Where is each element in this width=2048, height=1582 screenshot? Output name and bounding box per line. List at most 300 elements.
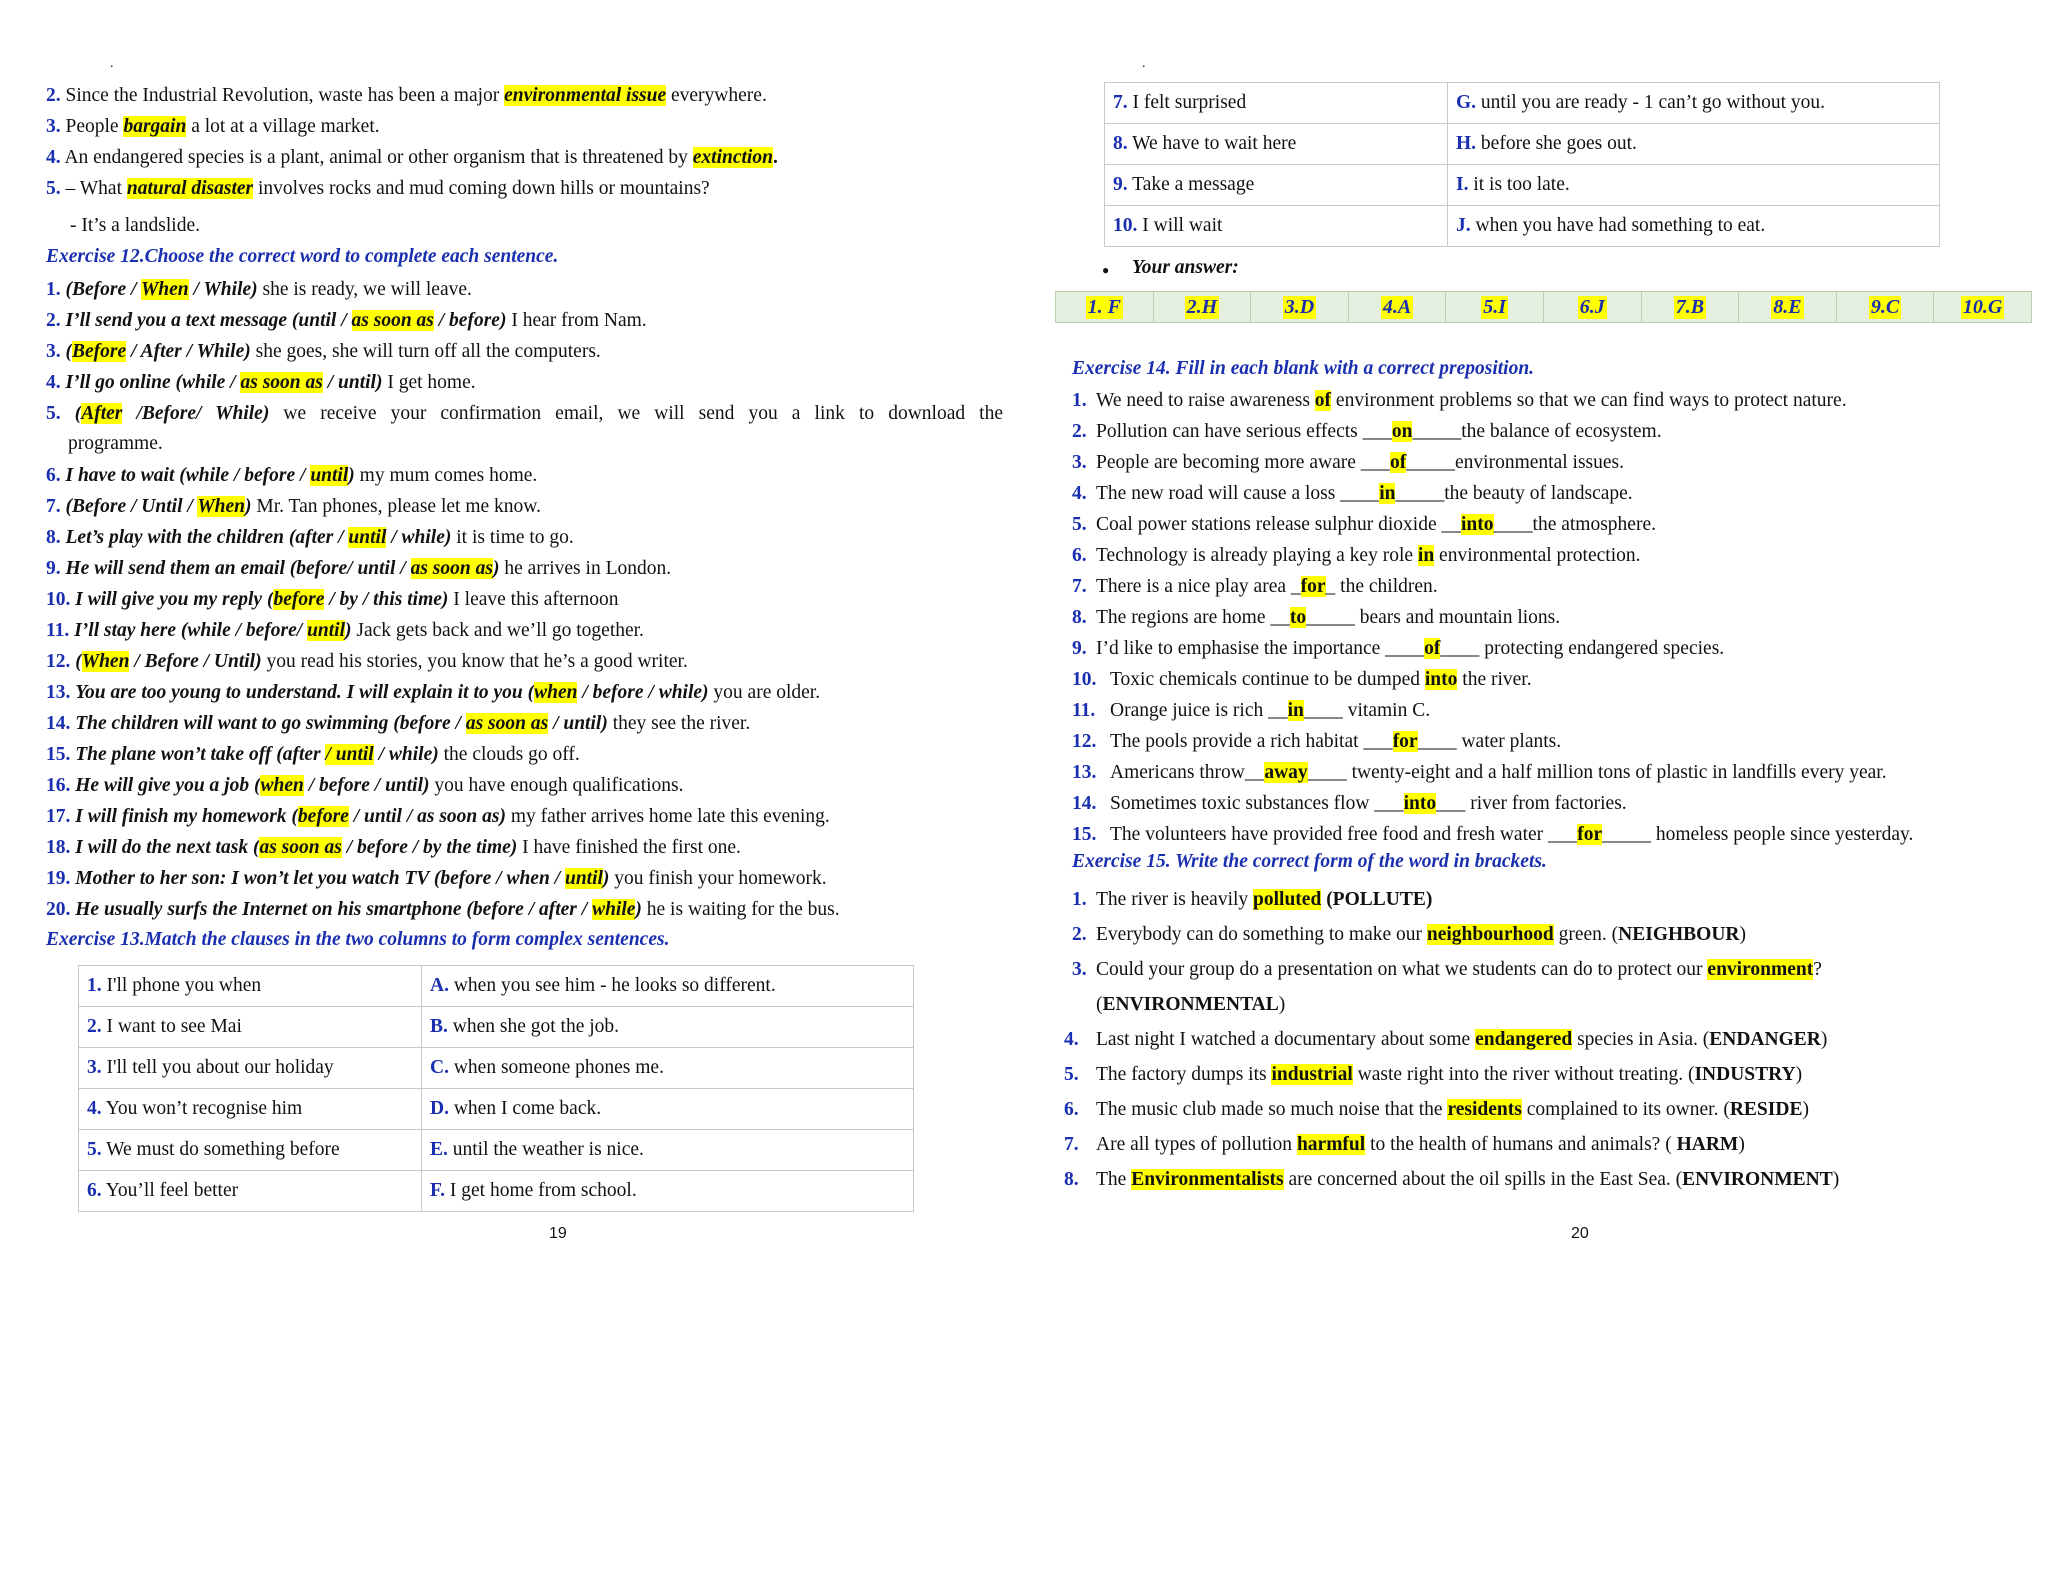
- item-text: my mum comes home.: [354, 465, 538, 486]
- clause-text: when she got the job.: [447, 1016, 620, 1037]
- list-item: [1072, 792, 1627, 816]
- item-number: 11.: [1072, 700, 1096, 721]
- item-text: species in Asia. (: [1572, 1029, 1710, 1050]
- item-number: 2.: [46, 85, 61, 106]
- item-number: 9.: [46, 558, 61, 579]
- item-text: you have enough qualifications.: [429, 775, 684, 796]
- choice-text: He usually surfs the Internet on his smartphone (before / after /: [75, 899, 593, 920]
- list-item: [1072, 389, 1847, 413]
- answer-highlight: for: [1392, 731, 1418, 752]
- clause-letter: C.: [430, 1057, 449, 1078]
- list-item: [46, 650, 688, 674]
- clause-letter: F.: [430, 1180, 445, 1201]
- answer-value: 9.C: [1870, 295, 1900, 318]
- list-item: [1072, 668, 1532, 692]
- answer-highlight: When: [81, 651, 130, 672]
- word-in-brackets: RESIDE: [1729, 1099, 1803, 1120]
- list-item: [1064, 1063, 1802, 1087]
- answer-highlight: in: [1417, 545, 1435, 566]
- clause-text: You won’t recognise him: [101, 1098, 303, 1119]
- item-number: 17.: [46, 806, 71, 827]
- choice-text: (Before /: [65, 279, 141, 300]
- item-number: 2.: [1072, 421, 1087, 442]
- answer-highlight: until: [307, 620, 346, 641]
- item-number: 12.: [46, 651, 71, 672]
- item-text: _____ bears and mountain lions.: [1306, 607, 1561, 628]
- choice-text: I will finish my homework (: [75, 806, 298, 827]
- answer-cell: [1056, 292, 1154, 322]
- list-item: [46, 309, 647, 333]
- item-text: I hear from Nam.: [506, 310, 647, 331]
- item-text: he is waiting for the bus.: [641, 899, 840, 920]
- answer-highlight: before: [273, 589, 325, 610]
- left-clause: [1105, 124, 1448, 165]
- item-text: ): [1820, 1029, 1828, 1050]
- item-number: 5.: [46, 403, 61, 424]
- choice-text: / until): [548, 713, 608, 734]
- item-number: 7.: [1072, 576, 1087, 597]
- list-item: [1064, 1028, 1827, 1052]
- answer-highlight: as soon as: [465, 713, 549, 734]
- item-number: 15.: [46, 744, 71, 765]
- left-clause: [79, 1171, 422, 1212]
- answer-highlight: After: [81, 403, 123, 424]
- right-clause: [1448, 206, 1940, 247]
- item-text: Orange juice is rich __: [1110, 700, 1288, 721]
- answer-highlight: endangered: [1475, 1029, 1573, 1050]
- item-number: 3.: [46, 341, 61, 362]
- item-number: 12.: [1072, 731, 1097, 752]
- choice-text: (: [75, 651, 82, 672]
- item-text: a lot at a village market.: [186, 116, 380, 137]
- item-number: 8.: [1072, 607, 1087, 628]
- table-row: [1105, 83, 1940, 124]
- item-number: 4.: [1072, 483, 1087, 504]
- answer-highlight: when: [534, 682, 578, 703]
- answer-highlight: when: [260, 775, 304, 796]
- choice-text: /Before/ While): [122, 403, 270, 424]
- item-number: 8.: [1064, 1169, 1079, 1190]
- choice-text: I will give you my reply (: [75, 589, 274, 610]
- choice-text: Let’s play with the children (after /: [65, 527, 349, 548]
- answer-highlight: before: [297, 806, 349, 827]
- item-number: 6.: [46, 465, 61, 486]
- list-item: [1072, 761, 1887, 785]
- clause-text: when you have had something to eat.: [1470, 215, 1766, 236]
- answer-value: 1. F: [1087, 295, 1121, 318]
- clause-number: 1.: [87, 975, 102, 996]
- table-row: [79, 1089, 914, 1130]
- item-text: _____ homeless people since yesterday.: [1602, 824, 1914, 845]
- choice-text: ): [245, 496, 252, 517]
- item-text: Jack gets back and we’ll go together.: [351, 620, 644, 641]
- answer-highlight: harmful: [1296, 1134, 1366, 1155]
- list-item: [46, 115, 380, 139]
- choice-text: ): [602, 868, 610, 889]
- list-item: [1072, 699, 1430, 723]
- answer-value: 8.E: [1773, 295, 1802, 318]
- list-item: [1072, 888, 1432, 912]
- answer-highlight: of: [1390, 452, 1407, 473]
- clause-number: 2.: [87, 1016, 102, 1037]
- left-clause: [79, 1089, 422, 1130]
- left-clause: [79, 1048, 422, 1089]
- item-text: The: [1096, 1169, 1132, 1190]
- item-number: 4.: [46, 372, 61, 393]
- item-text: – What: [65, 178, 127, 199]
- exercise-title: Exercise 15. Write the correct form of the word in brackets.: [1072, 851, 1547, 872]
- clause-text: I want to see Mai: [101, 1016, 242, 1037]
- answer-highlight: in: [1379, 483, 1396, 504]
- left-clause: [1105, 165, 1448, 206]
- choice-text: (: [74, 403, 82, 424]
- item-number: 3.: [46, 116, 61, 137]
- answer-highlight: on: [1391, 421, 1413, 442]
- list-item: [46, 557, 671, 581]
- item-text: everywhere.: [666, 85, 767, 106]
- table-row: [79, 1048, 914, 1089]
- right-clause: [422, 1171, 914, 1212]
- clause-text: I'll phone you when: [101, 975, 262, 996]
- item-text: are concerned about the oil spills in the East Sea. (: [1283, 1169, 1683, 1190]
- item-number: 14.: [46, 713, 71, 734]
- answer-highlight: industrial: [1271, 1064, 1353, 1085]
- item-text: ____ vitamin C.: [1303, 700, 1431, 721]
- exercise-title: Exercise 12.Choose the correct word to complete each sentence.: [46, 246, 559, 267]
- left-clause: [79, 966, 422, 1007]
- clause-letter: H.: [1456, 133, 1477, 154]
- clause-text: Take a message: [1127, 174, 1255, 195]
- answer-highlight: neighbourhood: [1426, 924, 1554, 945]
- answer-highlight: as soon as: [240, 372, 323, 393]
- item-number: 3.: [1072, 452, 1087, 473]
- list-item: [46, 805, 830, 829]
- answer-value: 3.D: [1284, 295, 1315, 318]
- list-item: [1072, 451, 1624, 475]
- list-item: [1072, 575, 1438, 599]
- answer-highlight: into: [1403, 793, 1437, 814]
- list-item: [1072, 958, 1822, 982]
- list-item: [1072, 420, 1662, 444]
- answer-cell: [1446, 292, 1544, 322]
- table-row: [79, 1130, 914, 1171]
- item-number: 5.: [1072, 514, 1087, 535]
- answer-value: 2.H: [1186, 295, 1218, 318]
- answer-highlight: Before: [72, 341, 127, 362]
- answer-highlight: of: [1424, 638, 1441, 659]
- clause-letter: D.: [430, 1098, 449, 1119]
- item-number: 1.: [1072, 889, 1087, 910]
- item-text: An endangered species is a plant, animal or other organism that is threatened by: [64, 147, 693, 168]
- answer-cell: [1837, 292, 1935, 322]
- answer-highlight: into: [1461, 514, 1494, 535]
- choice-text: I’ll stay here (while / before/: [74, 620, 308, 641]
- item-text: We need to raise awareness: [1096, 390, 1315, 411]
- list-item: [46, 526, 574, 550]
- item-text: (: [1096, 994, 1103, 1015]
- item-text: The new road will cause a loss ____: [1096, 483, 1380, 504]
- choice-text: I’ll go online (while /: [65, 372, 241, 393]
- item-text: ____ water plants.: [1417, 731, 1562, 752]
- clause-text: when someone phones me.: [448, 1057, 664, 1078]
- answer-bar: [1055, 291, 2032, 323]
- list-item: [1064, 1168, 1839, 1192]
- item-number: 2.: [46, 310, 61, 331]
- choice-text: The children will want to go swimming (before /: [75, 713, 466, 734]
- clause-letter: I.: [1456, 174, 1469, 195]
- word-in-brackets: HARM: [1676, 1134, 1739, 1155]
- page-number: 20: [1571, 1225, 1589, 1242]
- answer-highlight: away: [1264, 762, 1308, 783]
- item-text: _____the balance of ecosystem.: [1412, 421, 1662, 442]
- table-row: [1105, 165, 1940, 206]
- answer-highlight: until: [348, 527, 387, 548]
- right-clause: [422, 1130, 914, 1171]
- item-number: 13.: [46, 682, 71, 703]
- list-item: [1072, 923, 1746, 947]
- clause-number: 6.: [87, 1180, 102, 1201]
- clause-letter: G.: [1456, 92, 1477, 113]
- item-text: ): [1738, 1134, 1745, 1155]
- item-text: ____the atmosphere.: [1493, 514, 1656, 535]
- answer-highlight: When: [140, 279, 189, 300]
- table-row: [79, 1171, 914, 1212]
- item-text: _____the beauty of landscape.: [1395, 483, 1633, 504]
- left-clause: [1105, 206, 1448, 247]
- item-text: Toxic chemicals continue to be dumped: [1110, 669, 1425, 690]
- choice-text: / Before / Until): [129, 651, 262, 672]
- item-text: the clouds go off.: [438, 744, 580, 765]
- clause-number: 4.: [87, 1098, 102, 1119]
- answer-cell: [1544, 292, 1642, 322]
- answer-highlight: as soon as: [410, 558, 493, 579]
- page-20: [1024, 0, 2048, 1582]
- item-number: 19.: [46, 868, 71, 889]
- answer-cell: [1349, 292, 1447, 322]
- clause-number: 7.: [1113, 92, 1128, 113]
- answer-highlight: into: [1424, 669, 1458, 690]
- choice-text: / by / this time): [324, 589, 449, 610]
- word-in-brackets: ENDANGER: [1709, 1029, 1821, 1050]
- clause-letter: A.: [430, 975, 449, 996]
- answer-cell: [1251, 292, 1349, 322]
- item-text: Sometimes toxic substances flow ___: [1110, 793, 1404, 814]
- clause-text: I will wait: [1137, 215, 1223, 236]
- clause-letter: J.: [1456, 215, 1471, 236]
- item-text: I get home.: [382, 372, 476, 393]
- item-number: 10.: [46, 589, 71, 610]
- item-text: ): [1832, 1169, 1840, 1190]
- list-item: [46, 84, 767, 108]
- list-item: [46, 898, 840, 922]
- clause-text: before she goes out.: [1476, 133, 1637, 154]
- choice-text: Mother to her son: I won’t let you watch TV (before / when /: [75, 868, 565, 889]
- choice-text: / before): [433, 310, 507, 331]
- item-text: Coal power stations release sulphur dioxide __: [1096, 514, 1462, 535]
- item-text: I’d like to emphasise the importance ____: [1096, 638, 1425, 659]
- table-row: [1105, 206, 1940, 247]
- item-text: ): [1739, 924, 1746, 945]
- item-number: 6.: [1072, 545, 1087, 566]
- list-item: [46, 340, 601, 364]
- item-number: 14.: [1072, 793, 1097, 814]
- list-item: [1064, 1133, 1745, 1157]
- list-item: [1072, 606, 1560, 630]
- answer-highlight: until: [310, 465, 349, 486]
- clause-letter: E.: [430, 1139, 448, 1160]
- continuation-text: programme.: [68, 433, 163, 454]
- answer-value: 4.A: [1382, 295, 1412, 318]
- item-text: Americans throw__: [1110, 762, 1265, 783]
- choice-text: / before / while): [577, 682, 709, 703]
- item-text: environmental protection.: [1434, 545, 1641, 566]
- word-in-brackets: (POLLUTE): [1326, 889, 1433, 910]
- choice-text: (: [65, 341, 72, 362]
- item-text: Last night I watched a documentary about some: [1096, 1029, 1476, 1050]
- list-item: [1072, 482, 1633, 506]
- item-text: the river.: [1457, 669, 1532, 690]
- answer-highlight: environmental issue: [504, 85, 667, 106]
- item-number: 7.: [1064, 1134, 1079, 1155]
- choice-text: ): [492, 558, 500, 579]
- choice-text: I will do the next task (: [75, 837, 260, 858]
- left-clause: [79, 1007, 422, 1048]
- clause-text: when I come back.: [448, 1098, 602, 1119]
- list-item: [46, 867, 827, 891]
- list-item: [1072, 637, 1724, 661]
- list-item: [46, 712, 750, 736]
- answer-highlight: as soon as: [351, 310, 434, 331]
- table-row: [1105, 124, 1940, 165]
- item-text: There is a nice play area _: [1096, 576, 1301, 597]
- answer-highlight: polluted: [1253, 889, 1322, 910]
- choice-text: / While): [188, 279, 258, 300]
- item-text: I leave this afternoon: [448, 589, 619, 610]
- item-number: 9.: [1072, 638, 1087, 659]
- answer-cell: [1739, 292, 1837, 322]
- item-text: .: [772, 147, 778, 168]
- item-text: he arrives in London.: [499, 558, 672, 579]
- item-text: Since the Industrial Revolution, waste has been a major: [65, 85, 505, 106]
- choice-text: / until): [322, 372, 383, 393]
- answer-highlight: for: [1577, 824, 1603, 845]
- item-text: green. (: [1553, 924, 1619, 945]
- item-number: 15.: [1072, 824, 1097, 845]
- answer-cell: [1642, 292, 1740, 322]
- item-text: complained to its owner. (: [1521, 1099, 1730, 1120]
- item-text: waste right into the river without treating. (: [1352, 1064, 1695, 1085]
- item-text: ?: [1813, 959, 1822, 980]
- right-clause: [422, 966, 914, 1007]
- clause-text: I'll tell you about our holiday: [101, 1057, 334, 1078]
- exercise-title: Exercise 13.Match the clauses in the two columns to form complex sentences.: [46, 929, 670, 950]
- item-text: I have finished the first one.: [517, 837, 741, 858]
- right-clause: [422, 1007, 914, 1048]
- left-clause: [79, 1130, 422, 1171]
- choice-text: / until / as soon as): [348, 806, 506, 827]
- page-dot: .: [1142, 56, 1146, 71]
- clause-text: I get home from school.: [445, 1180, 637, 1201]
- answer-cell: [1934, 292, 2031, 322]
- answer-line: - It’s a landslide.: [70, 215, 200, 236]
- answer-highlight: in: [1287, 700, 1304, 721]
- list-item: [46, 588, 618, 612]
- list-item: [46, 681, 820, 705]
- choice-text: ): [345, 620, 352, 641]
- list-item: [1072, 823, 1913, 847]
- item-text: People are becoming more aware ___: [1096, 452, 1391, 473]
- answer-highlight: environment: [1707, 959, 1814, 980]
- item-text: The music club made so much noise that the: [1096, 1099, 1448, 1120]
- item-text: _____environmental issues.: [1406, 452, 1624, 473]
- clause-number: 8.: [1113, 133, 1128, 154]
- item-text: The pools provide a rich habitat ___: [1110, 731, 1393, 752]
- page-dot: .: [110, 56, 114, 71]
- clause-text: it is too late.: [1468, 174, 1570, 195]
- item-number: 10.: [1072, 669, 1097, 690]
- item-number: 4.: [1064, 1029, 1079, 1050]
- item-number: 20.: [46, 899, 71, 920]
- item-text: The factory dumps its: [1096, 1064, 1272, 1085]
- item-number: 7.: [46, 496, 61, 517]
- answer-highlight: as soon as: [259, 837, 342, 858]
- matching-table-continued: [1104, 82, 1940, 247]
- list-item: [46, 836, 741, 860]
- clause-text: I felt surprised: [1127, 92, 1247, 113]
- item-number: 13.: [1072, 762, 1097, 783]
- item-text: we receive your confirmation email, we will send you a link to download the: [269, 403, 1003, 424]
- list-item: [46, 146, 778, 170]
- table-row: [79, 1007, 914, 1048]
- item-number: 3.: [1072, 959, 1087, 980]
- item-number: 5.: [1064, 1064, 1079, 1085]
- answer-value: 10.G: [1962, 295, 2003, 318]
- item-text: they see the river.: [607, 713, 751, 734]
- answer-highlight: to: [1289, 607, 1307, 628]
- list-item: [46, 371, 476, 395]
- choice-text: (Before / Until /: [65, 496, 198, 517]
- clause-number: 10.: [1113, 215, 1138, 236]
- list-item: [1072, 544, 1640, 568]
- choice-text: / After / While): [126, 341, 251, 362]
- word-in-brackets: INDUSTRY: [1694, 1064, 1796, 1085]
- list-item: [46, 774, 684, 798]
- item-text: ____ protecting endangered species.: [1440, 638, 1725, 659]
- item-number: 2.: [1072, 924, 1087, 945]
- list-item: [46, 177, 710, 201]
- item-text: environment problems so that we can find ways to protect nature.: [1331, 390, 1847, 411]
- choice-text: The plane won’t take off (after: [75, 744, 326, 765]
- item-number: 5.: [46, 178, 61, 199]
- choice-text: You are too young to understand. I will explain it to you (: [75, 682, 535, 703]
- right-clause: [1448, 124, 1940, 165]
- list-item: [46, 402, 1003, 426]
- clause-text: until the weather is nice.: [447, 1139, 644, 1160]
- item-text: ): [1278, 994, 1286, 1015]
- item-number: 1.: [46, 279, 61, 300]
- choice-text: ): [348, 465, 355, 486]
- item-text: to the health of humans and animals? (: [1365, 1134, 1677, 1155]
- answer-value: 6.J: [1579, 295, 1605, 318]
- choice-text: I’ll send you a text message (until /: [65, 310, 352, 331]
- right-clause: [422, 1089, 914, 1130]
- table-row: [79, 966, 914, 1007]
- item-number: 11.: [46, 620, 70, 641]
- continuation-text: [1096, 993, 1285, 1017]
- answer-highlight: of: [1314, 390, 1332, 411]
- right-clause: [1448, 165, 1940, 206]
- answer-highlight: bargain: [123, 116, 187, 137]
